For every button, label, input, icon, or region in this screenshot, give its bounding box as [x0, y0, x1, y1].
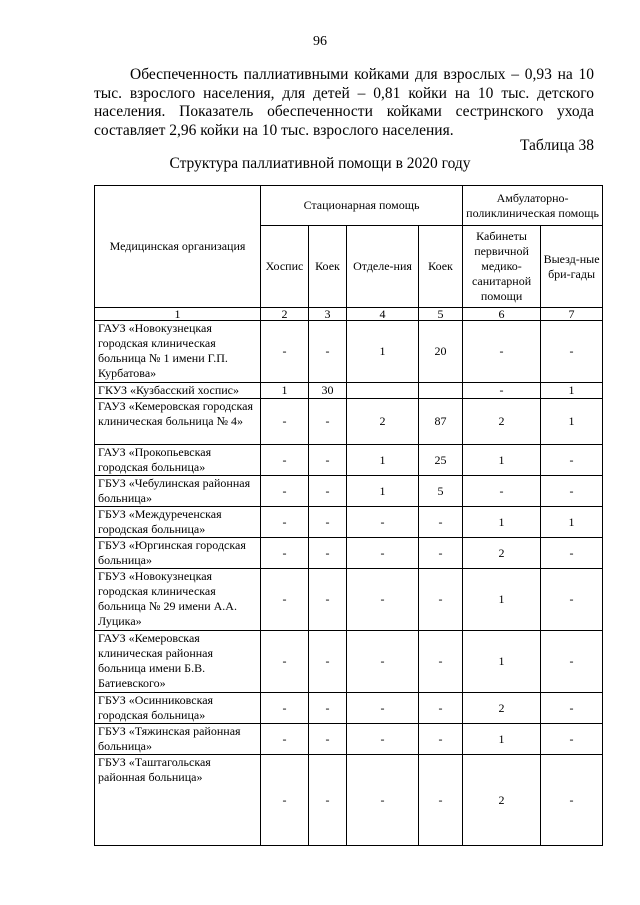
col-number: 7 [541, 308, 603, 321]
org-name: ГБУЗ «Осинниковская городская больница» [95, 693, 261, 724]
cabinets-value: - [463, 321, 541, 383]
cabinets-value: 2 [463, 538, 541, 569]
header-cabinets: Кабинеты первичной медико-санитарной помощи [463, 226, 541, 308]
table-row [95, 383, 603, 399]
col-number: 3 [309, 308, 347, 321]
brigades-value: - [541, 569, 603, 631]
table-row [95, 321, 603, 383]
dept-beds-value: - [419, 631, 463, 693]
hospice-value: - [261, 631, 309, 693]
dept-beds-value: 87 [419, 399, 463, 445]
table-title: Структура паллиативной помощи в 2020 году [169, 155, 471, 172]
dept-beds-value: 25 [419, 445, 463, 476]
brigades-value: - [541, 631, 603, 693]
cabinets-value: - [463, 476, 541, 507]
org-name: ГАУЗ «Новокузнецкая городская клиническая больница № 1 имени Г.П. Курбатова» [95, 321, 261, 383]
org-name: ГБУЗ «Междуреченская городская больница» [95, 507, 261, 538]
departments-value [347, 383, 419, 399]
brigades-value: 1 [541, 399, 603, 445]
cabinets-value: 1 [463, 724, 541, 755]
brigades-value: 1 [541, 507, 603, 538]
header-inpatient: Стационарная помощь [261, 186, 463, 226]
cabinets-value: 1 [463, 445, 541, 476]
dept-beds-value [419, 383, 463, 399]
departments-value: - [347, 724, 419, 755]
beds-value: - [309, 755, 347, 846]
dept-beds-value: - [419, 693, 463, 724]
col-number: 6 [463, 308, 541, 321]
hospice-value: - [261, 321, 309, 383]
departments-value: - [347, 693, 419, 724]
table-row [95, 755, 603, 846]
table-row [95, 476, 603, 507]
brigades-value: - [541, 538, 603, 569]
departments-value: 1 [347, 321, 419, 383]
cabinets-value: 1 [463, 507, 541, 538]
beds-value: - [309, 321, 347, 383]
brigades-value: - [541, 724, 603, 755]
table-row [95, 507, 603, 538]
brigades-value: - [541, 321, 603, 383]
org-name: ГБУЗ «Юргинская городская больница» [95, 538, 261, 569]
org-name: ГБУЗ «Таштагольская районная больница» [95, 755, 261, 846]
intro-paragraph: Обеспеченность паллиативными койками для взрослых – 0,93 на 10 тыс. взрослого населения, для детей – 0,81 койки на 10 тыс. детского населения. Показатель обеспеченности койками сестринского ухода составляет 2,96 койки на 10 тыс. взрослого населения. [94, 66, 594, 139]
hospice-value: - [261, 569, 309, 631]
brigades-value: 1 [541, 383, 603, 399]
table-row [95, 631, 603, 693]
dept-beds-value: 5 [419, 476, 463, 507]
departments-value: - [347, 569, 419, 631]
header-beds-2: Коек [419, 226, 463, 308]
beds-value: 30 [309, 383, 347, 399]
hospice-value: - [261, 538, 309, 569]
hospice-value: - [261, 693, 309, 724]
table-row [95, 399, 603, 445]
table-row [95, 569, 603, 631]
departments-value: 1 [347, 476, 419, 507]
brigades-value: - [541, 755, 603, 846]
col-number: 1 [95, 308, 261, 321]
dept-beds-value: - [419, 569, 463, 631]
org-name: ГБУЗ «Новокузнецкая городская клиническая больница № 29 имени А.А. Луцика» [95, 569, 261, 631]
brigades-value: - [541, 693, 603, 724]
palliative-care-table [94, 185, 603, 846]
hospice-value: - [261, 476, 309, 507]
org-name: ГАУЗ «Прокопьевская городская больница» [95, 445, 261, 476]
cabinets-value: 1 [463, 631, 541, 693]
column-number-row [95, 308, 603, 321]
col-number: 5 [419, 308, 463, 321]
org-name: ГАУЗ «Кемеровская клиническая районная больница имени Б.В. Батиевского» [95, 631, 261, 693]
table-row [95, 724, 603, 755]
header-brigades: Выезд-ные бри-гады [541, 226, 603, 308]
header-beds-1: Коек [309, 226, 347, 308]
header-hospice: Хоспис [261, 226, 309, 308]
hospice-value: - [261, 724, 309, 755]
org-name: ГАУЗ «Кемеровская городская клиническая больница № 4» [95, 399, 261, 445]
cabinets-value: 1 [463, 569, 541, 631]
col-number: 2 [261, 308, 309, 321]
departments-value: - [347, 755, 419, 846]
hospice-value: - [261, 507, 309, 538]
brigades-value: - [541, 445, 603, 476]
hospice-value: - [261, 399, 309, 445]
beds-value: - [309, 399, 347, 445]
beds-value: - [309, 476, 347, 507]
beds-value: - [309, 507, 347, 538]
hospice-value: 1 [261, 383, 309, 399]
dept-beds-value: - [419, 755, 463, 846]
header-departments: Отделе-ния [347, 226, 419, 308]
departments-value: - [347, 538, 419, 569]
brigades-value: - [541, 476, 603, 507]
beds-value: - [309, 724, 347, 755]
col-number: 4 [347, 308, 419, 321]
cabinets-value: - [463, 383, 541, 399]
beds-value: - [309, 538, 347, 569]
dept-beds-value: - [419, 507, 463, 538]
dept-beds-value: - [419, 724, 463, 755]
table-row [95, 538, 603, 569]
org-name: ГБУЗ «Чебулинская районная больница» [95, 476, 261, 507]
departments-value: 2 [347, 399, 419, 445]
beds-value: - [309, 631, 347, 693]
header-outpatient: Амбулаторно-поликлиническая помощь [463, 186, 603, 226]
hospice-value: - [261, 755, 309, 846]
departments-value: 1 [347, 445, 419, 476]
dept-beds-value: 20 [419, 321, 463, 383]
header-org: Медицинская организация [95, 186, 261, 308]
dept-beds-value: - [419, 538, 463, 569]
cabinets-value: 2 [463, 693, 541, 724]
beds-value: - [309, 693, 347, 724]
departments-value: - [347, 507, 419, 538]
table-row [95, 445, 603, 476]
org-name: ГБУЗ «Тяжинская районная больница» [95, 724, 261, 755]
table-number: Таблица 38 [519, 137, 594, 154]
cabinets-value: 2 [463, 755, 541, 846]
cabinets-value: 2 [463, 399, 541, 445]
page-number: 96 [313, 34, 327, 49]
departments-value: - [347, 631, 419, 693]
beds-value: - [309, 445, 347, 476]
org-name: ГКУЗ «Кузбасский хоспис» [95, 383, 261, 399]
hospice-value: - [261, 445, 309, 476]
beds-value: - [309, 569, 347, 631]
table-row [95, 693, 603, 724]
